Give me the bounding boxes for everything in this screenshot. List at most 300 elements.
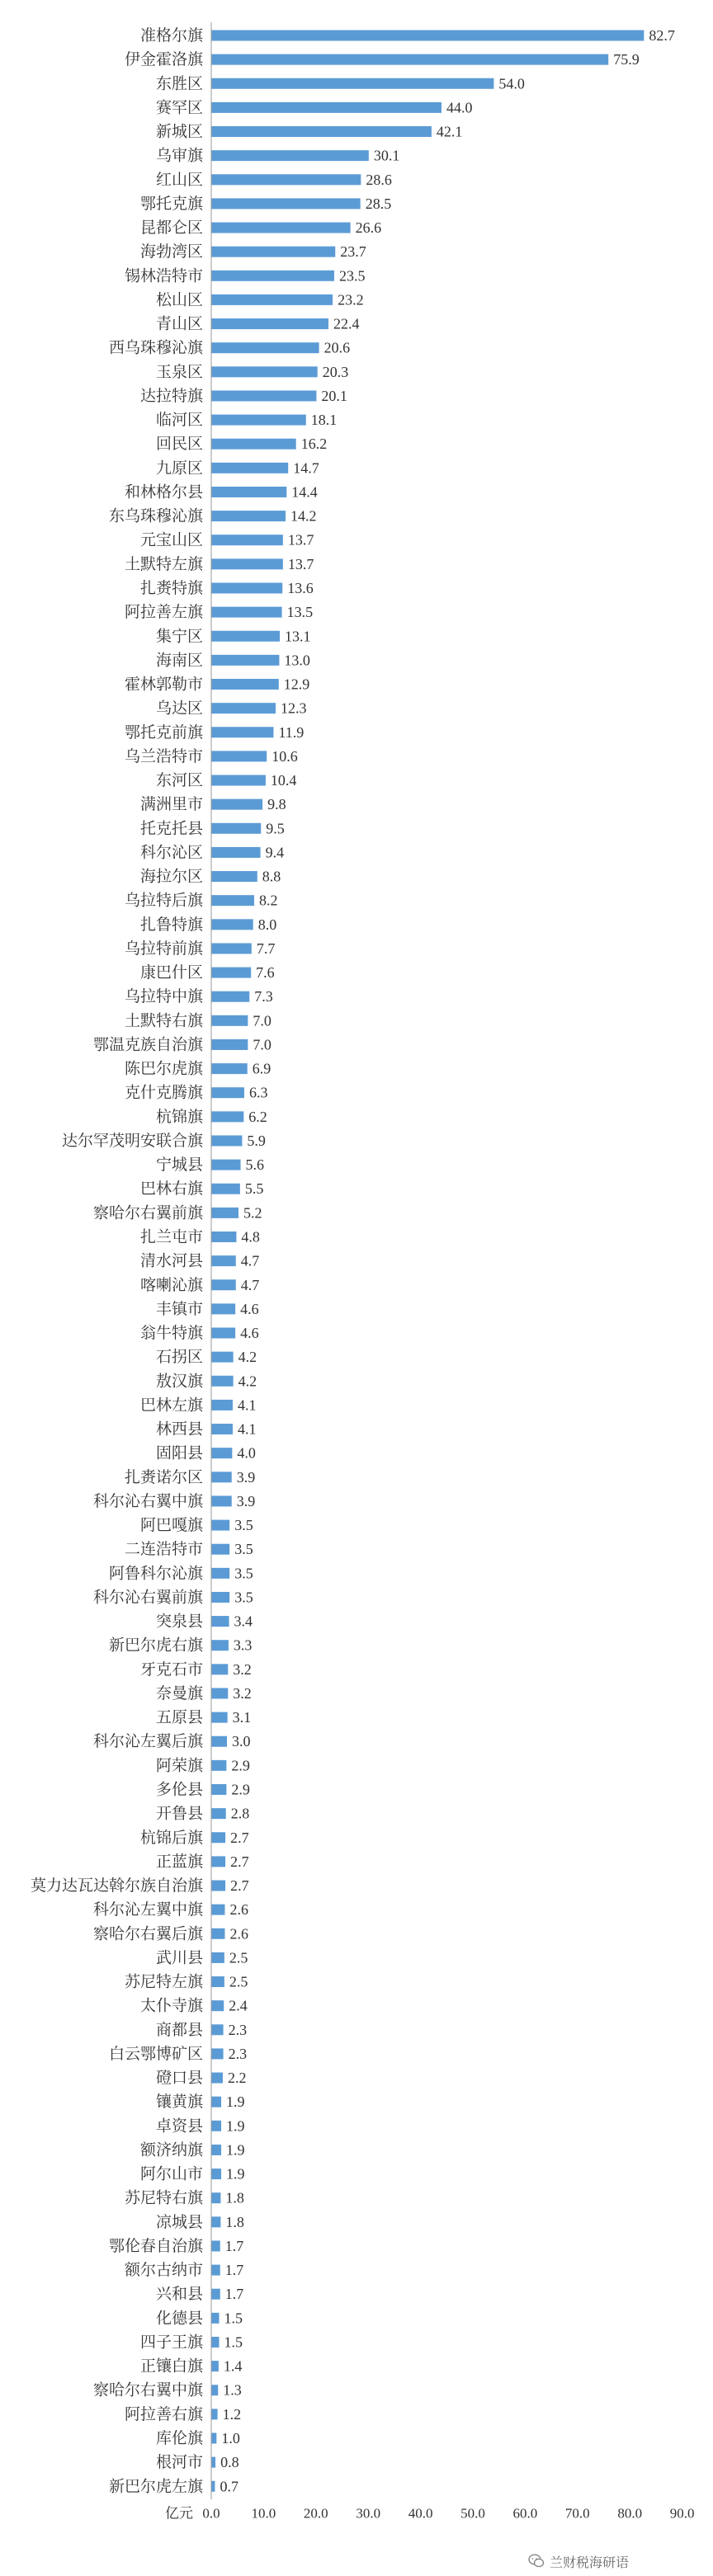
category-label: 东乌珠穆沁旗 (108, 507, 203, 525)
category-label: 临河区 (155, 412, 203, 430)
value-label: 3.2 (233, 1660, 252, 1678)
bar (211, 895, 254, 906)
value-label: 82.7 (649, 27, 675, 44)
bar (211, 1111, 243, 1122)
bar (211, 1400, 233, 1410)
bar (211, 1592, 229, 1603)
bar (211, 2024, 224, 2035)
value-label: 3.5 (234, 1565, 253, 1582)
bar (211, 1160, 241, 1170)
category-label: 乌兰浩特市 (124, 747, 203, 765)
bar (211, 487, 286, 497)
category-label: 清水河县 (139, 1252, 203, 1270)
x-tick-label: 70.0 (564, 2505, 590, 2522)
category-label: 康巴什区 (139, 964, 203, 982)
x-tick-label: 20.0 (303, 2505, 328, 2522)
bar (211, 919, 253, 930)
bar (211, 2313, 220, 2324)
bar (211, 775, 266, 786)
category-labels-group (31, 26, 203, 2495)
category-label: 正蓝旗 (155, 1853, 203, 1871)
bar (211, 2265, 220, 2276)
value-label: 2.6 (229, 1901, 248, 1919)
bar (211, 2097, 221, 2107)
value-label: 23.2 (338, 291, 364, 308)
value-label: 13.0 (284, 652, 310, 669)
value-label: 1.8 (225, 2213, 244, 2230)
category-label: 敖汉旗 (155, 1373, 203, 1391)
bar (211, 1544, 229, 1555)
category-label: 托克托县 (139, 820, 203, 838)
category-label: 科尔沁左翼后旗 (92, 1733, 203, 1751)
category-label: 杭锦旗 (155, 1108, 203, 1126)
bar (211, 2457, 215, 2468)
bar (211, 607, 282, 618)
bar (211, 751, 267, 761)
bar (211, 439, 296, 450)
category-label: 苏尼特左旗 (124, 1973, 203, 1991)
value-label: 1.7 (224, 2286, 244, 2303)
category-label: 察哈尔右翼前旗 (92, 1204, 203, 1222)
category-label: 科尔沁区 (139, 844, 203, 862)
value-label: 4.6 (240, 1325, 259, 1342)
bar (211, 1135, 242, 1146)
bar (211, 1520, 229, 1531)
value-label: 5.6 (245, 1156, 265, 1174)
value-label: 20.1 (321, 387, 347, 404)
category-label: 霍林郭勒市 (124, 676, 203, 694)
category-label: 阿拉善左旗 (124, 604, 203, 622)
category-label: 元宝山区 (139, 531, 203, 549)
bar (211, 1640, 229, 1651)
category-label: 达拉特旗 (139, 387, 203, 405)
value-label: 1.4 (223, 2357, 243, 2375)
value-label: 8.8 (262, 868, 281, 885)
x-tick-label: 80.0 (617, 2505, 643, 2522)
bar (211, 366, 318, 377)
category-label: 正镶白旗 (139, 2357, 203, 2376)
category-label: 阿荣旗 (155, 1757, 203, 1775)
bar (211, 318, 328, 329)
category-label: 扎赉特旗 (139, 579, 203, 597)
category-label: 红山区 (155, 171, 203, 189)
bar (211, 1856, 225, 1867)
x-tick-label: 40.0 (408, 2505, 433, 2522)
bar (211, 247, 335, 257)
bar (211, 198, 361, 209)
bar (211, 1448, 232, 1458)
bar (211, 342, 319, 353)
value-label: 44.0 (446, 99, 473, 116)
category-label: 新巴尔虎右旗 (108, 1636, 203, 1655)
bar (211, 1736, 227, 1747)
value-label: 30.1 (373, 147, 400, 164)
value-label: 23.5 (338, 267, 366, 285)
value-label: 5.5 (244, 1180, 264, 1198)
value-label: 4.2 (238, 1373, 257, 1390)
bar (211, 1231, 236, 1242)
category-label: 九原区 (155, 459, 203, 478)
category-label: 昆都仑区 (139, 219, 203, 238)
value-label: 4.8 (241, 1228, 260, 1246)
category-label: 新城区 (155, 123, 203, 141)
category-label: 宁城县 (155, 1156, 203, 1175)
bar (211, 558, 283, 569)
value-label: 1.5 (224, 2310, 243, 2327)
value-label: 4.1 (237, 1420, 257, 1438)
value-label: 2.6 (229, 1925, 248, 1943)
category-label: 武川县 (155, 1949, 203, 1967)
bar (211, 2337, 220, 2348)
value-label: 4.0 (237, 1444, 256, 1462)
category-label: 鄂伦春自治旗 (108, 2237, 203, 2255)
category-label: 集宁区 (155, 628, 203, 646)
wechat-icon (528, 2553, 545, 2569)
category-label: 二连浩特市 (124, 1541, 203, 1559)
category-label: 伊金霍洛旗 (124, 51, 203, 69)
value-label: 20.3 (322, 363, 349, 380)
value-label: 3.5 (234, 1589, 253, 1606)
bar (211, 1352, 234, 1363)
value-label: 22.4 (333, 315, 360, 332)
value-label: 3.1 (232, 1709, 252, 1726)
bar (211, 1039, 248, 1050)
bar (211, 2240, 220, 2251)
value-label: 3.9 (236, 1468, 256, 1486)
bar (211, 1881, 225, 1891)
bar (211, 823, 261, 834)
bar (211, 2289, 220, 2300)
value-label: 7.6 (256, 964, 275, 982)
category-label: 阿巴嘎旗 (139, 1517, 203, 1535)
category-label: 察哈尔右翼中旗 (92, 2381, 203, 2399)
category-label: 科尔沁右翼前旗 (92, 1589, 203, 1607)
category-label: 阿尔山市 (139, 2165, 203, 2183)
category-label: 科尔沁左翼中旗 (92, 1901, 203, 1919)
category-label: 突泉县 (155, 1613, 203, 1631)
value-label: 28.6 (366, 171, 392, 188)
value-label: 7.0 (253, 1012, 272, 1029)
bar (211, 1688, 228, 1698)
value-label: 10.6 (272, 747, 298, 765)
value-label: 14.2 (290, 507, 317, 525)
category-label: 磴口县 (155, 2070, 203, 2088)
category-label: 扎兰屯市 (139, 1228, 203, 1246)
value-label: 3.4 (234, 1613, 253, 1630)
value-label: 14.4 (291, 483, 318, 501)
category-label: 西乌珠穆沁旗 (108, 339, 203, 357)
value-label: 2.3 (228, 2045, 248, 2062)
category-label: 土默特右旗 (124, 1012, 203, 1030)
bar (211, 2409, 218, 2419)
bar (211, 1976, 224, 1987)
value-label: 0.7 (220, 2478, 238, 2495)
category-label: 卓资县 (155, 2117, 203, 2136)
value-label: 1.2 (222, 2405, 242, 2423)
bar (211, 943, 252, 954)
value-label: 13.7 (287, 555, 314, 572)
x-axis-ticks-group (202, 2505, 694, 2521)
value-label: 6.9 (252, 1060, 272, 1077)
bar (211, 78, 493, 89)
bar (211, 2433, 216, 2444)
bar (211, 1184, 240, 1194)
bar (211, 1760, 226, 1771)
category-label: 林西县 (155, 1420, 203, 1439)
category-label: 满洲里市 (139, 796, 203, 814)
bar (211, 1568, 229, 1579)
x-tick-label: 50.0 (460, 2505, 485, 2522)
value-label: 11.9 (278, 723, 305, 741)
bar (211, 703, 276, 713)
category-label: 达尔罕茂明安联合旗 (61, 1132, 203, 1150)
value-label: 54.0 (498, 75, 525, 92)
bar (211, 1472, 232, 1482)
bar (211, 1928, 224, 1939)
category-label: 海勃湾区 (139, 243, 203, 261)
value-label: 5.9 (247, 1132, 266, 1149)
value-label: 7.3 (254, 988, 273, 1005)
x-tick-label: 10.0 (251, 2505, 276, 2522)
value-label: 10.4 (270, 772, 297, 789)
value-label: 4.6 (240, 1300, 259, 1317)
category-label: 莫力达瓦达斡尔族自治旗 (30, 1877, 203, 1896)
value-label: 12.3 (280, 699, 307, 717)
bar (211, 847, 261, 858)
category-label: 玉泉区 (155, 363, 203, 381)
bar (211, 415, 306, 426)
watermark-text: 兰财税海研语 (550, 2554, 630, 2570)
value-label: 1.7 (224, 2237, 244, 2254)
bar (211, 150, 369, 161)
value-label: 2.2 (227, 2070, 247, 2087)
value-label: 9.5 (266, 820, 285, 837)
bar (211, 582, 282, 593)
category-label: 商都县 (155, 2021, 203, 2039)
value-label: 1.8 (225, 2189, 244, 2206)
category-label: 新巴尔虎左旗 (108, 2478, 203, 2496)
value-label: 28.5 (365, 195, 392, 212)
value-label: 13.5 (286, 604, 314, 621)
category-label: 陈巴尔虎旗 (124, 1060, 203, 1078)
bar (211, 390, 316, 401)
bar (211, 1952, 224, 1963)
x-tick-label: 0.0 (202, 2505, 220, 2522)
bar (211, 126, 432, 137)
value-label: 2.4 (229, 1997, 248, 2014)
bar (211, 2481, 215, 2492)
value-label: 8.2 (258, 892, 278, 909)
value-label: 20.6 (323, 339, 351, 356)
category-label: 海南区 (155, 652, 203, 670)
value-label: 18.1 (310, 412, 338, 429)
value-label: 12.9 (283, 676, 310, 693)
value-label: 1.9 (226, 2141, 245, 2159)
x-tick-label: 90.0 (669, 2505, 695, 2522)
bar (211, 2000, 224, 2011)
value-label: 3.5 (234, 1517, 253, 1534)
value-label: 13.6 (287, 579, 314, 596)
watermark (528, 2550, 629, 2572)
bar (211, 1784, 226, 1795)
value-label: 9.4 (265, 844, 285, 861)
category-label: 锡林浩特市 (124, 267, 203, 285)
category-label: 青山区 (155, 315, 203, 333)
value-label: 7.7 (256, 940, 276, 957)
value-label: 1.3 (223, 2381, 242, 2399)
bar (211, 2192, 220, 2203)
bar (211, 294, 333, 305)
category-label: 杭锦后旗 (139, 1829, 203, 1847)
bar (211, 1905, 224, 1915)
value-label: 0.8 (220, 2454, 239, 2471)
category-label: 阿鲁科尔沁旗 (108, 1565, 203, 1583)
bar (211, 174, 361, 185)
category-label: 苏尼特右旗 (124, 2189, 203, 2207)
value-label: 1.9 (226, 2117, 245, 2135)
category-label: 乌审旗 (155, 147, 203, 165)
bar (211, 102, 441, 113)
category-label: 东河区 (155, 772, 203, 790)
bar (211, 1808, 226, 1819)
bar (211, 1087, 244, 1098)
category-label: 鄂托克旗 (139, 195, 203, 213)
category-label: 化德县 (155, 2310, 203, 2328)
category-label: 准格尔旗 (139, 27, 203, 45)
category-label: 和林格尔县 (124, 483, 203, 502)
x-tick-label: 60.0 (512, 2505, 538, 2522)
bar (211, 54, 608, 65)
bar (211, 2169, 221, 2179)
bar (211, 1328, 235, 1339)
value-label: 2.9 (231, 1781, 250, 1798)
x-axis-unit: 亿元 (165, 2505, 193, 2522)
bar (211, 2385, 218, 2395)
bar (211, 679, 279, 690)
bar (211, 1712, 228, 1723)
value-label: 2.7 (230, 1853, 249, 1870)
value-label: 42.1 (436, 123, 463, 140)
value-label: 6.2 (248, 1108, 267, 1125)
bar (211, 1832, 225, 1843)
value-label: 14.7 (293, 459, 319, 477)
category-label: 科尔沁右翼中旗 (92, 1492, 203, 1510)
value-label: 1.0 (221, 2430, 240, 2446)
category-label: 丰镇市 (155, 1300, 203, 1318)
bar (211, 535, 283, 545)
value-label: 1.5 (224, 2333, 243, 2351)
value-label: 4.7 (240, 1276, 260, 1293)
bar (211, 1664, 228, 1674)
bar (211, 2145, 221, 2155)
category-label: 松山区 (155, 291, 203, 309)
bar (211, 463, 288, 473)
category-label: 四子王旗 (139, 2333, 203, 2352)
category-label: 额尔古纳市 (124, 2262, 203, 2280)
category-label: 鄂温克族自治旗 (92, 1036, 203, 1054)
category-label: 海拉尔区 (139, 868, 203, 886)
bar (211, 1255, 236, 1266)
bar (211, 1616, 229, 1627)
value-label: 3.5 (234, 1541, 253, 1558)
category-label: 喀喇沁旗 (139, 1276, 203, 1294)
category-label: 扎赉诺尔区 (124, 1468, 203, 1486)
bar (211, 271, 334, 281)
category-label: 多伦县 (155, 1781, 203, 1799)
category-label: 回民区 (155, 436, 203, 454)
bar (211, 2121, 221, 2131)
category-label: 阿拉善右旗 (124, 2405, 203, 2423)
bar (211, 631, 280, 642)
value-label: 1.9 (226, 2093, 245, 2111)
value-label: 4.2 (238, 1349, 257, 1366)
bar (211, 655, 279, 666)
x-tick-label: 30.0 (356, 2505, 381, 2522)
value-label: 3.9 (236, 1492, 256, 1509)
category-label: 库伦旗 (155, 2430, 203, 2447)
value-label: 6.3 (248, 1084, 268, 1101)
bar (211, 968, 251, 978)
category-label: 克什克腾旗 (124, 1084, 203, 1102)
category-label: 扎鲁特旗 (139, 916, 203, 934)
bar (211, 871, 257, 882)
value-label: 1.9 (226, 2165, 245, 2183)
value-label: 23.7 (340, 243, 366, 261)
category-label: 东胜区 (155, 75, 203, 93)
value-label: 2.7 (230, 1877, 249, 1895)
bar (211, 223, 351, 233)
category-label: 白云鄂博矿区 (108, 2045, 203, 2063)
value-label: 4.1 (237, 1396, 257, 1414)
value-label: 5.2 (243, 1204, 262, 1222)
category-label: 乌拉特后旗 (124, 892, 203, 910)
value-label: 8.0 (257, 916, 277, 933)
category-label: 乌拉特中旗 (124, 988, 203, 1006)
category-label: 土默特左旗 (124, 555, 203, 573)
value-label: 2.8 (230, 1805, 250, 1822)
value-label: 2.7 (230, 1829, 249, 1846)
bar (211, 1303, 235, 1314)
value-label: 2.3 (228, 2021, 248, 2038)
value-label: 16.2 (300, 436, 328, 453)
bar (211, 1015, 248, 1026)
category-label: 五原县 (155, 1709, 203, 1727)
value-label: 3.0 (232, 1733, 251, 1750)
bar (211, 31, 644, 41)
value-label: 75.9 (613, 51, 640, 68)
value-label: 9.8 (267, 796, 286, 813)
category-label: 根河市 (155, 2454, 203, 2472)
category-label: 乌达区 (155, 699, 203, 718)
bar (211, 727, 273, 737)
category-label: 开鲁县 (155, 1805, 203, 1823)
bar (211, 511, 286, 521)
bar (211, 991, 249, 1002)
value-label: 7.0 (253, 1036, 272, 1053)
value-label: 26.6 (355, 219, 382, 237)
value-label: 3.3 (233, 1636, 253, 1654)
category-label: 鄂托克前旗 (124, 723, 203, 742)
bar (211, 1063, 248, 1074)
category-label: 兴和县 (155, 2286, 203, 2304)
category-label: 镶黄旗 (155, 2093, 203, 2112)
category-label: 乌拉特前旗 (124, 940, 203, 958)
bar (211, 1208, 238, 1218)
bars-group (211, 31, 644, 2495)
bar (211, 2073, 223, 2084)
value-label: 13.1 (285, 628, 311, 645)
bar (211, 1495, 232, 1506)
